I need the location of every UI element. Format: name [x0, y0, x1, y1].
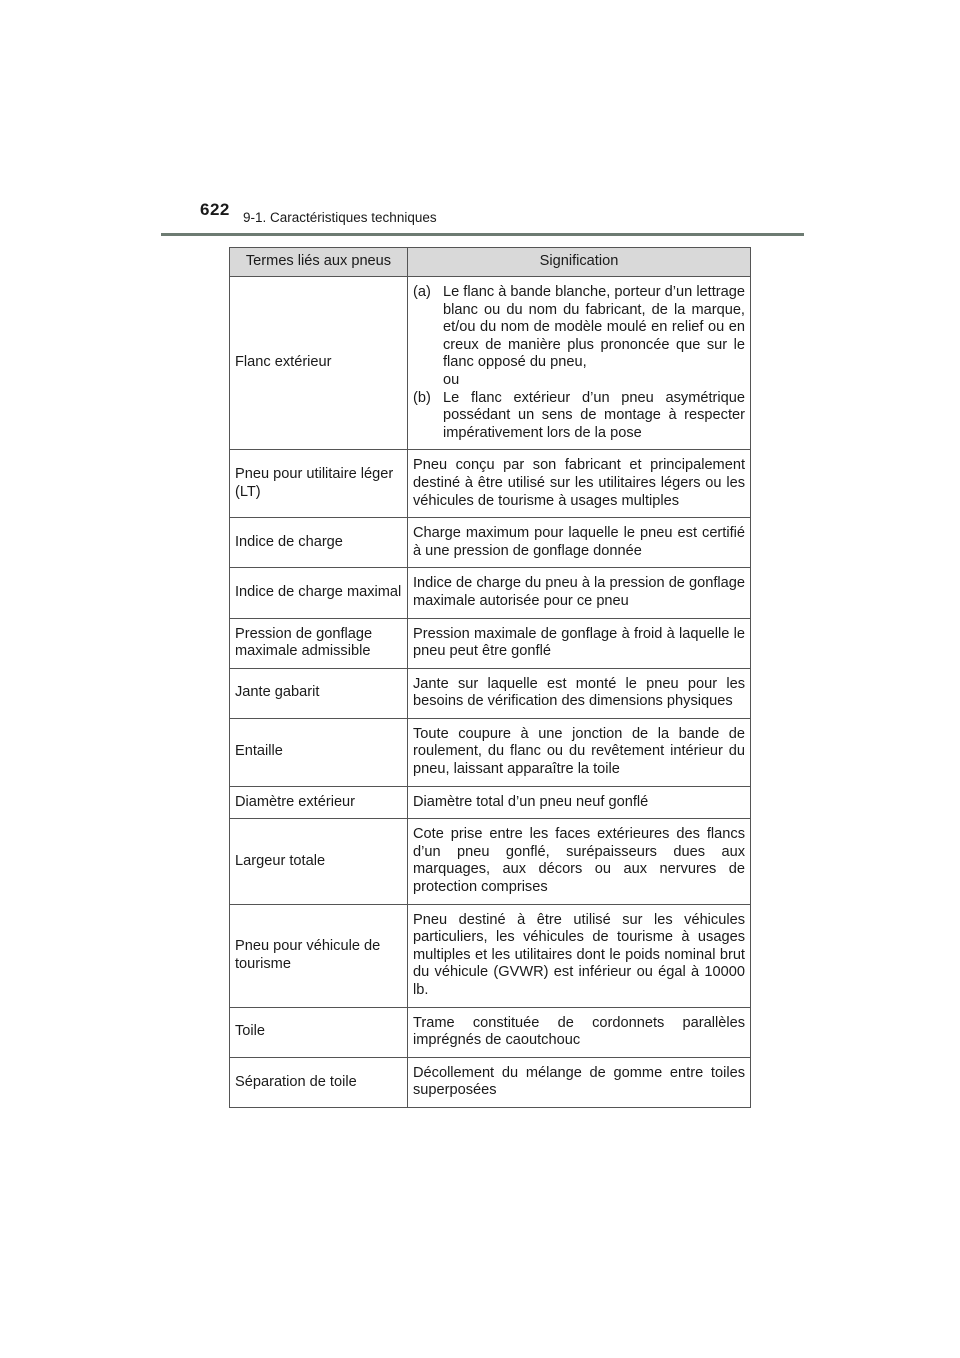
table-row	[230, 718, 751, 786]
table-row	[230, 450, 751, 518]
term-cell: Séparation de toile	[230, 1057, 408, 1107]
page-number: 622	[200, 200, 230, 219]
meaning-cell: Pression maximale de gonflage à froid à laquelle le pneu peut être gonflé	[408, 618, 751, 668]
table-row	[230, 786, 751, 819]
meaning-cell: Jante sur laquelle est monté le pneu pour les besoins de vérification des dimensions physiques	[408, 668, 751, 718]
term-cell: Pneu pour véhicule de tourisme	[230, 904, 408, 1007]
meaning-cell: Toute coupure à une jonction de la bande de roulement, du flanc ou du revêtement intérieur du pneu, laissant apparaître la toile	[408, 718, 751, 786]
meaning-cell	[408, 277, 751, 450]
term-cell: Flanc extérieur	[230, 277, 408, 450]
term-cell: Pression de gonflage maximale admissible	[230, 618, 408, 668]
table-row	[230, 618, 751, 668]
table-header-row	[230, 248, 751, 277]
option-a	[413, 284, 745, 372]
table-row	[230, 904, 751, 1007]
term-cell: Diamètre extérieur	[230, 786, 408, 819]
term-cell: Largeur totale	[230, 819, 408, 904]
table-row	[230, 568, 751, 618]
option-text: Le flanc à bande blanche, porteur d’un lettrage blanc ou du nom du fabricant, de la marque, et/ou du nom de modèle moulé en relief ou en creux de manière plus prononcée que sur le flanc opposé du pneu,	[443, 284, 745, 371]
option-text: Le flanc extérieur d’un pneu asymétrique possédant un sens de montage à respecter impérativement lors de la pose	[443, 389, 745, 441]
option-letter: (b)	[413, 389, 431, 406]
option-or: ou	[443, 371, 460, 388]
option-letter: (a)	[413, 284, 431, 300]
meaning-cell: Pneu conçu par son fabricant et principalement destiné à être utilisé sur les utilitaires légers ou les véhicules de tourisme à usages multiples	[408, 450, 751, 518]
table-row	[230, 819, 751, 904]
option-b	[413, 390, 745, 443]
table-row	[230, 668, 751, 718]
term-cell: Toile	[230, 1007, 408, 1057]
meaning-cell: Décollement du mélange de gomme entre toiles superposées	[408, 1057, 751, 1107]
term-cell: Indice de charge maximal	[230, 568, 408, 618]
term-cell: Pneu pour utilitaire léger (LT)	[230, 450, 408, 518]
column-header-meaning: Signification	[408, 248, 751, 277]
tire-terms-table	[229, 247, 751, 1108]
table-row	[230, 518, 751, 568]
meaning-cell: Cote prise entre les faces extérieures des flancs d’un pneu gonflé, surépaisseurs dues aux marquages, aux décors ou aux nervures de protection comprises	[408, 819, 751, 904]
table-row	[230, 1057, 751, 1107]
meaning-cell: Pneu destiné à être utilisé sur les véhicules particuliers, les véhicules de tourisme à usages multiples et les utilitaires dont le poids nominal brut du véhicule (GVWR) est inférieur ou égal à 10000 lb.	[408, 904, 751, 1007]
term-cell: Indice de charge	[230, 518, 408, 568]
term-cell: Entaille	[230, 718, 408, 786]
section-title: 9-1. Caractéristiques techniques	[243, 210, 437, 225]
meaning-cell: Trame constituée de cordonnets parallèles imprégnés de caoutchouc	[408, 1007, 751, 1057]
meaning-cell: Diamètre total d’un pneu neuf gonflé	[408, 786, 751, 819]
header-rule	[161, 233, 804, 236]
column-header-term: Termes liés aux pneus	[230, 248, 408, 277]
meaning-cell: Charge maximum pour laquelle le pneu est certifié à une pression de gonflage donnée	[408, 518, 751, 568]
term-cell: Jante gabarit	[230, 668, 408, 718]
table-row	[230, 277, 751, 450]
table-row	[230, 1007, 751, 1057]
meaning-cell: Indice de charge du pneu à la pression de gonflage maximale autorisée pour ce pneu	[408, 568, 751, 618]
